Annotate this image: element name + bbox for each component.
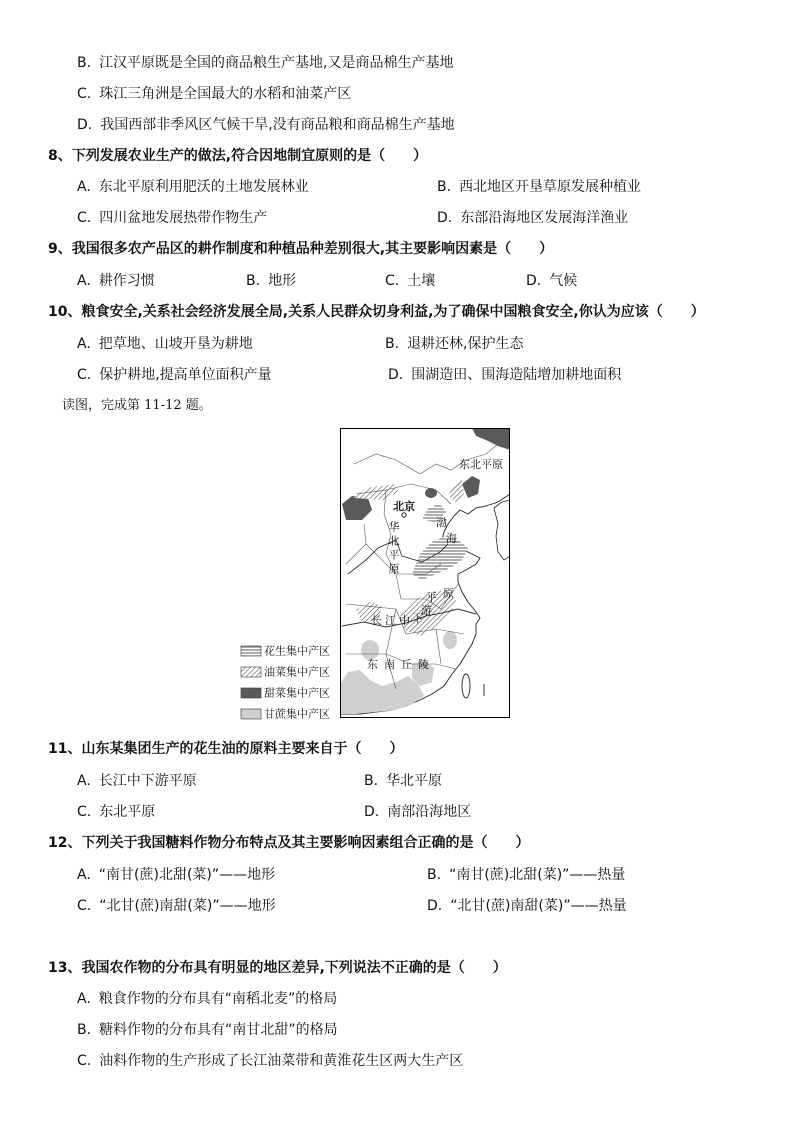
question-text: 我国农作物的分布具有明显的地区差异,下列说法不正确的是（ ） xyxy=(81,960,507,976)
question-text: 粮食安全,关系社会经济发展全局,关系人民群众切身利益,为了确保中国粮食安全,你认为应该（ ） xyxy=(81,304,705,320)
option-text: 江汉平原既是全国的商品粮生产基地,又是商品棉生产基地 xyxy=(99,55,454,71)
q11-option-d xyxy=(364,803,471,821)
label-yangtze-plain-1: 长 xyxy=(371,614,382,627)
option-text: 耕作习惯 xyxy=(98,273,155,289)
q9-option-a xyxy=(77,272,155,290)
q9-option-c xyxy=(385,272,435,290)
option-text: 气候 xyxy=(549,273,578,289)
question-11-stem xyxy=(48,740,403,758)
legend-label-peanut: 花生集中产区 xyxy=(264,644,330,658)
option-text: 华北平原 xyxy=(386,773,443,789)
legend-label-sugarcane: 甘蔗集中产区 xyxy=(264,707,330,721)
option-text: 东北平原利用肥沃的土地发展林业 xyxy=(98,179,309,195)
crop-distribution-map xyxy=(236,424,516,724)
q13-option-a xyxy=(77,990,337,1008)
option-text: “北甘(蔗)南甜(菜)”——热量 xyxy=(450,898,627,914)
option-text: 东北平原 xyxy=(99,804,156,820)
q13-option-c xyxy=(77,1052,463,1070)
option-letter: C. xyxy=(77,210,92,226)
option-letter: D. xyxy=(388,367,404,383)
label-north-china-plain: 华北平原 xyxy=(387,521,400,577)
option-letter: A. xyxy=(77,179,91,195)
option-letter: B. xyxy=(437,179,452,195)
label-yangtze-plain-4: 下 xyxy=(412,612,423,625)
q10-option-b xyxy=(385,335,524,353)
q12-option-a xyxy=(77,866,275,884)
option-letter: C. xyxy=(77,86,92,102)
legend-swatch-rapeseed xyxy=(241,667,261,677)
option-text: 退耕还林,保护生态 xyxy=(407,336,524,352)
option-text: “南甘(蔗)北甜(菜)”——地形 xyxy=(98,867,276,883)
option-letter: D. xyxy=(437,210,453,226)
question-8-stem xyxy=(48,147,427,165)
option-text: 保护耕地,提高单位面积产量 xyxy=(99,367,272,383)
option-text: “北甘(蔗)南甜(菜)”——地形 xyxy=(99,898,276,914)
question-13-stem xyxy=(48,959,507,977)
q10-option-d xyxy=(388,366,621,384)
option-letter: B. xyxy=(246,273,261,289)
option-text: 粮食作物的分布具有“南稻北麦”的格局 xyxy=(98,991,338,1007)
question-number: 9、 xyxy=(48,241,72,257)
option-letter: B. xyxy=(385,336,400,352)
option-letter: A. xyxy=(77,773,91,789)
option-text: 四川盆地发展热带作物生产 xyxy=(99,210,268,226)
q8-option-c xyxy=(77,209,267,227)
legend-swatch-peanut xyxy=(241,646,261,656)
option-letter: A. xyxy=(77,991,91,1007)
option-text: 南部沿海地区 xyxy=(387,804,472,820)
label-yangtze-plain-2: 江 xyxy=(385,614,396,627)
option-text: 糖料作物的分布具有“南甘北甜”的格局 xyxy=(99,1022,338,1038)
option-text: 东部沿海地区发展海洋渔业 xyxy=(460,210,629,226)
question-text: 我国很多农产品区的耕作制度和种植品种差别很大,其主要影响因素是（ ） xyxy=(71,241,554,257)
option-text: 珠江三角洲是全国最大的水稻和油菜产区 xyxy=(99,86,352,102)
q12-option-b xyxy=(427,866,625,884)
option-letter: A. xyxy=(77,273,91,289)
q7-option-b xyxy=(77,54,454,72)
q12-option-c xyxy=(77,897,276,915)
question-number: 13、 xyxy=(48,960,82,976)
q13-option-b xyxy=(77,1021,338,1039)
option-text: 油料作物的生产形成了长江油菜带和黄淮花生区两大生产区 xyxy=(99,1053,464,1069)
option-text: 把草地、山坡开垦为耕地 xyxy=(98,336,253,352)
option-letter: D. xyxy=(526,273,542,289)
question-text: 下列发展农业生产的做法,符合因地制宜原则的是（ ） xyxy=(71,148,428,164)
sugarcane-region-southwest xyxy=(361,640,379,660)
beijing-marker xyxy=(402,513,406,517)
q7-option-d xyxy=(77,116,455,134)
option-text: 长江中下游平原 xyxy=(98,773,197,789)
option-letter: D. xyxy=(364,804,380,820)
legend-swatch-sugarcane xyxy=(241,709,261,719)
option-text: 围湖造田、围海造陆增加耕地面积 xyxy=(411,367,622,383)
option-letter: D. xyxy=(77,117,93,133)
question-12-stem xyxy=(48,834,529,852)
option-letter: A. xyxy=(77,867,91,883)
sugarcane-region-zhejiang xyxy=(443,631,457,649)
option-letter: B. xyxy=(77,55,92,71)
legend-label-rapeseed: 油菜集中产区 xyxy=(264,665,330,679)
q10-option-a xyxy=(77,335,253,353)
question-number: 11、 xyxy=(48,741,82,757)
option-letter: B. xyxy=(364,773,379,789)
q8-option-b xyxy=(437,178,641,196)
option-letter: B. xyxy=(427,867,442,883)
q8-option-a xyxy=(77,178,309,196)
q10-option-c xyxy=(77,366,272,384)
label-yangtze-plain-6: 平 xyxy=(426,591,437,604)
legend-label-sugarbeet: 甜菜集中产区 xyxy=(264,686,330,700)
q7-option-c xyxy=(77,85,351,103)
question-number: 8、 xyxy=(48,148,72,164)
option-letter: C. xyxy=(77,804,92,820)
taiwan-island xyxy=(462,674,470,698)
q9-option-d xyxy=(526,272,577,290)
label-northeast-plain: 东北平原 xyxy=(459,458,503,471)
label-yangtze-plain-7: 原 xyxy=(443,587,454,600)
q9-option-b xyxy=(246,272,296,290)
question-text: 下列关于我国糖料作物分布特点及其主要影响因素组合正确的是（ ） xyxy=(81,835,530,851)
option-letter: C. xyxy=(385,273,400,289)
q11-option-b xyxy=(364,772,442,790)
label-yangtze-plain-3: 中 xyxy=(399,614,410,627)
label-bohai-2: 海 xyxy=(446,532,457,545)
option-letter: C. xyxy=(77,898,92,914)
label-beijing: 北京 xyxy=(393,500,415,513)
option-letter: C. xyxy=(77,367,92,383)
question-text: 山东某集团生产的花生油的原料主要来自于（ ） xyxy=(81,741,404,757)
q11-option-c xyxy=(77,803,155,821)
option-text: 我国西部非季风区气候干旱,没有商品粮和商品棉生产基地 xyxy=(100,117,455,133)
option-text: 土壤 xyxy=(407,273,436,289)
question-9-stem xyxy=(48,240,553,258)
label-southeast-hills: 东南丘陵 xyxy=(367,658,435,671)
option-letter: A. xyxy=(77,336,91,352)
map-legend xyxy=(241,644,330,721)
option-letter: D. xyxy=(427,898,443,914)
question-number: 10、 xyxy=(48,304,82,320)
q11-option-a xyxy=(77,772,197,790)
label-bohai-1: 渤 xyxy=(436,516,447,529)
question-10-stem xyxy=(48,303,705,321)
q12-option-d xyxy=(427,897,627,915)
option-letter: C. xyxy=(77,1053,92,1069)
option-text: 西北地区开垦草原发展种植业 xyxy=(459,179,642,195)
question-number: 12、 xyxy=(48,835,82,851)
q8-option-d xyxy=(437,209,628,227)
option-text: “南甘(蔗)北甜(菜)”——热量 xyxy=(449,867,626,883)
legend-swatch-sugarbeet xyxy=(241,688,261,698)
option-text: 地形 xyxy=(268,273,297,289)
map-instruction: 读图，完成第 11-12 题。 xyxy=(62,398,212,413)
label-yangtze-plain-5: 游 xyxy=(421,604,432,617)
option-letter: B. xyxy=(77,1022,92,1038)
